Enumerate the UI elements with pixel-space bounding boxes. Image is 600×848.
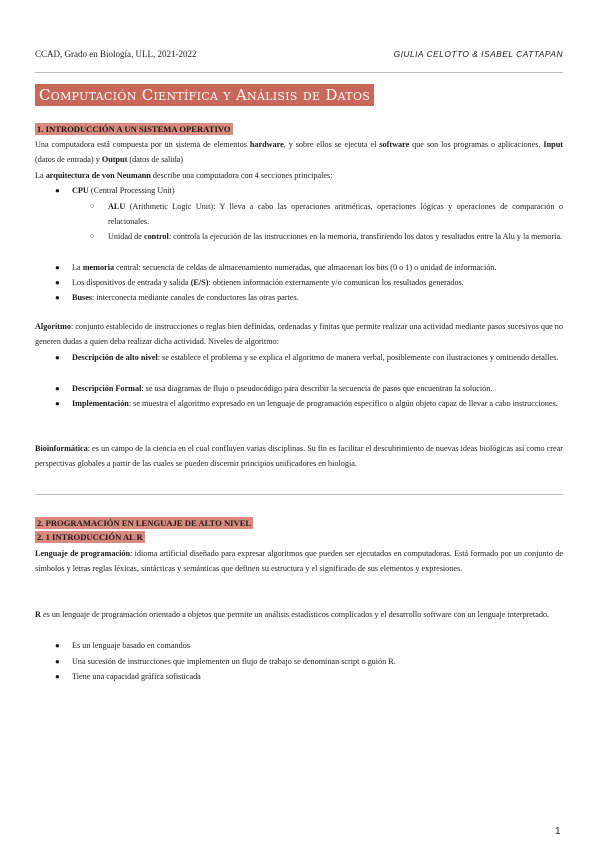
list-item-alu: ALU (Arithmetic Logic Unit): Y lleva a cabo las operaciones aritméticas, operaciones lógicas y operaciones de comparación o relacionales.	[108, 202, 563, 226]
list-item: Es un lenguaje basado en comandos	[72, 641, 191, 650]
list-item-buses: Buses: interconecta mediante canales de conductores las otras partes.	[72, 293, 299, 302]
list-item-control-unit: Unidad de control: controla la ejecución de las instrucciones en la memoria, transfiriendo los datos y resultados entre la Alu y la memoria.	[108, 232, 563, 241]
bullet-dot: ●	[55, 293, 60, 302]
list-item: Una sucesión de instrucciones que implementen un flujo de trabajo se denominan script o guión R.	[72, 657, 396, 666]
page-number: 1	[555, 826, 561, 837]
bullet-dot: ●	[55, 641, 60, 650]
architecture-line: La arquitectura de von Neumann describe una computadora con 4 secciones principales:	[35, 171, 333, 180]
section-2-heading: 2. PROGRAMACIÓN EN LENGUAJE DE ALTO NIVEL	[37, 518, 252, 528]
bullet-circle: ○	[90, 232, 95, 240]
bullet-dot: ●	[55, 353, 60, 362]
bullet-dot: ●	[55, 263, 60, 272]
r-language-paragraph: R es un lenguaje de programación orientado a objetos que permite un análisis estadísticos complicados y el desarrollo software con un lenguaje interpretado.	[35, 610, 550, 619]
list-item-high-level: Descripción de alto nivel: se establece el problema y se explica el algoritmo de manera verbal, posiblemente con ilustraciones y omitiendo detalles.	[72, 353, 559, 362]
list-item-cpu: CPU (Central Processing Unit)	[72, 186, 175, 195]
header-course: CCAD, Grado en Biología, ULL, 2021-2022	[35, 49, 197, 59]
bullet-dot: ●	[55, 384, 60, 393]
bullet-circle: ○	[90, 202, 95, 210]
list-item-memory: La memoria central: secuencia de celdas de almacenamiento numeradas, que almacenan los bits (0 o 1) o unidad de información.	[72, 263, 497, 272]
list-item-formal: Descripción Formal: se usa diagramas de flujo o pseudocódigo para describir la secuencia de pasos que encuentran la solución.	[72, 384, 493, 393]
intro-paragraph: Una computadora está compuesta por un sistema de elementos hardware, y sobre ellos se ejecuta el software que son los programas o aplicaciones. Input (datos de entrada) y Output (datos de salida)	[35, 140, 563, 164]
section-2-1-heading: 2. 1 INTRODUCCIÓN AL R	[37, 532, 143, 542]
section-divider	[35, 494, 563, 495]
bullet-dot: ●	[55, 186, 60, 195]
bullet-dot: ●	[55, 278, 60, 287]
list-item-io-devices: Los dispositivos de entrada y salida (E/S): obtienen información externamente y/o comunican los resultados generados.	[72, 278, 464, 287]
bioinformatics-paragraph: Bioinformática: es un campo de la ciencia en el cual confluyen varias disciplinas. Su fin es facilitar el descubrimiento de nuevas ideas biológicas así como crear perspectivas globales a partir de las cuales se pueden discernir principios unificadores en biología.	[35, 444, 563, 468]
bullet-dot: ●	[55, 399, 60, 408]
header-divider	[35, 72, 563, 73]
programming-language-paragraph: Lenguaje de programación: idioma artificial diseñado para expresar algoritmos que pueden ser ejecutados en computadoras. Está formado por un conjunto de símbolos y letras reglas léxicas, sintácticas y semánticas que definen su estructura y el significado de sus elementos y expresiones.	[35, 549, 563, 573]
bullet-dot: ●	[55, 672, 60, 681]
header-authors: GIULIA CELOTTO & ISABEL CATTAPAN	[393, 49, 563, 59]
section-1-heading: 1. INTRODUCCIÓN A UN SISTEMA OPERATIVO	[37, 124, 231, 134]
bullet-dot: ●	[55, 657, 60, 666]
algorithm-paragraph: Algoritmo: conjunto establecido de instrucciones o reglas bien definidas, ordenadas y finitas que permite realizar una actividad mediante pasos sucesivos que no generen dudas a quien deba realizar dicha actividad. Niveles de algoritmo:	[35, 322, 563, 346]
list-item: Tiene una capacidad gráfica sofisticada	[72, 672, 201, 681]
list-item-implementation: Implementación: se muestra el algoritmo expresado en un lenguaje de programación específico o algún objeto capaz de llevar a cabo instrucciones.	[72, 399, 558, 408]
page-title: Computación Científica y Análisis de Datos	[35, 84, 374, 106]
